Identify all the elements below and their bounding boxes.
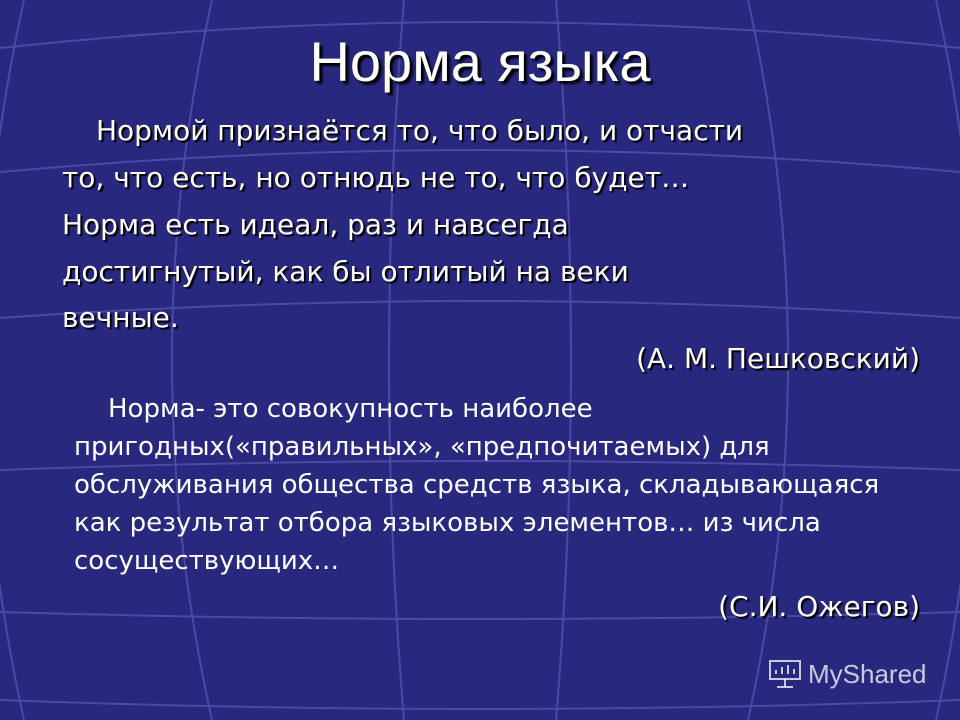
quote-line: Норма есть идеал, раз и навсегда	[62, 208, 569, 241]
quote-line: Нормой признаётся то, что было, и отчасти	[96, 114, 744, 147]
definition-text: Норма- это совокупность наиболее пригодных(«правильных», «предпочитаемых) для обслуживания общества средств языка, складывающаяся как результат отбора языковых элементов… из числа сосуществующих…	[74, 394, 880, 576]
watermark-text: MyShared	[808, 658, 927, 689]
quote-line: то, что есть, но отнюдь не то, что будет…	[62, 161, 690, 194]
definition-paragraph	[74, 390, 924, 580]
slide-title: Норма языка	[309, 30, 651, 93]
quote-author: (А. М. Пешковский)	[636, 342, 920, 375]
definition-author: (С.И. Ожегов)	[718, 590, 920, 623]
watermark	[768, 656, 927, 692]
quote-line: достигнутый, как бы отлитый на веки	[62, 255, 629, 288]
presentation-board-icon	[768, 659, 802, 689]
quote-line: вечные.	[62, 301, 179, 334]
